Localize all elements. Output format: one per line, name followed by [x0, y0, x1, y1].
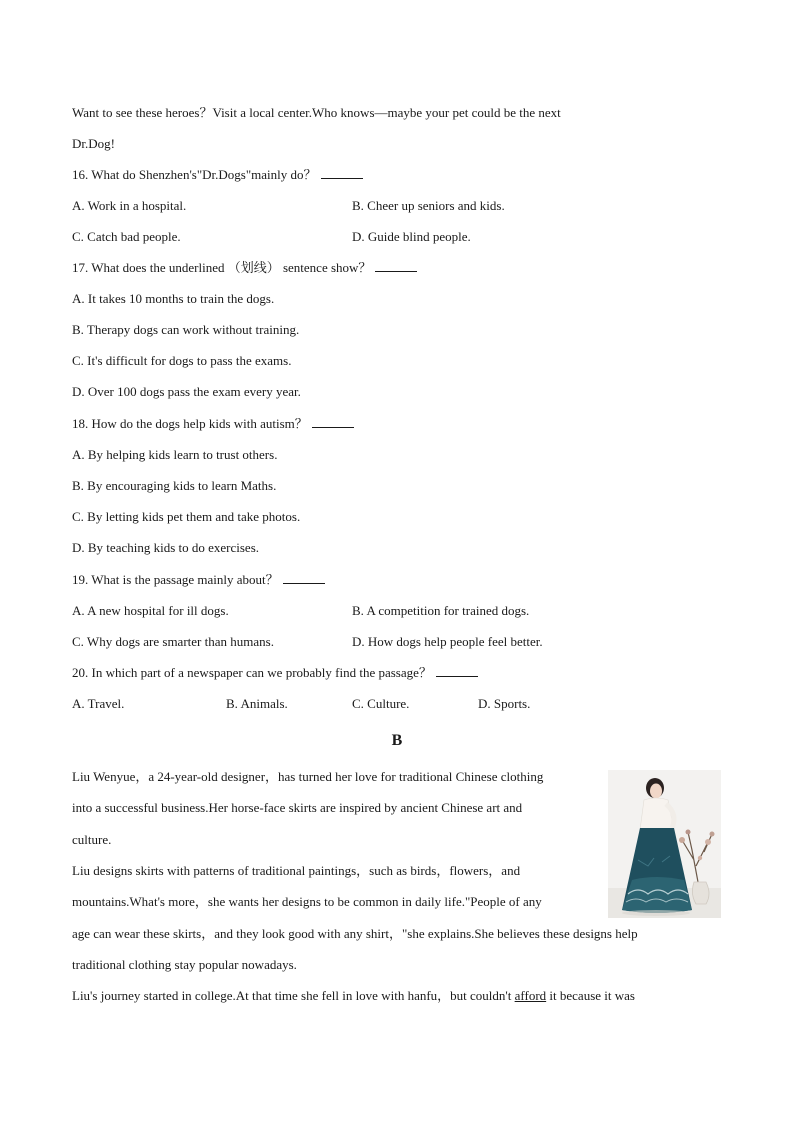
q20-option-a: A. Travel.	[72, 696, 125, 711]
passage-line: into a successful business.Her horse-face skirts are inspired by ancient Chinese art and	[72, 800, 523, 815]
passage-line: traditional clothing stay popular nowadays.	[72, 957, 297, 972]
passage-line: culture.	[72, 832, 112, 847]
underlined-word: afford	[514, 988, 547, 1003]
q16-option-c: C. Catch bad people.	[72, 229, 181, 244]
answer-blank[interactable]	[321, 167, 363, 179]
woman-in-hanfu-illustration	[608, 770, 721, 918]
answer-blank[interactable]	[375, 260, 417, 272]
q18-option-a: A. By helping kids learn to trust others.	[72, 447, 278, 462]
q17-option-b: B. Therapy dogs can work without training.	[72, 322, 300, 337]
intro-line-2: Dr.Dog!	[72, 136, 115, 151]
q19-option-c: C. Why dogs are smarter than humans.	[72, 634, 274, 649]
q20-option-c: C. Culture.	[352, 696, 410, 711]
answer-blank[interactable]	[436, 665, 478, 677]
q19-option-d: D. How dogs help people feel better.	[352, 634, 543, 649]
q17-option-a: A. It takes 10 months to train the dogs.	[72, 291, 275, 306]
question-19-stem: 19. What is the passage mainly about？	[72, 572, 325, 588]
q17-option-d: D. Over 100 dogs pass the exam every year.	[72, 384, 301, 399]
q19-option-a: A. A new hospital for ill dogs.	[72, 603, 229, 618]
answer-blank[interactable]	[283, 572, 325, 584]
q17-option-c: C. It's difficult for dogs to pass the exams.	[72, 353, 292, 368]
intro-line-1: Want to see these heroes？Visit a local center.Who knows—maybe your pet could be the next	[72, 105, 561, 120]
q19-option-b: B. A competition for trained dogs.	[352, 603, 530, 618]
q16-option-b: B. Cheer up seniors and kids.	[352, 198, 505, 213]
passage-line: Liu's journey started in college.At that time she fell in love with hanfu，but couldn't afford it because it was	[72, 988, 635, 1003]
q18-option-c: C. By letting kids pet them and take photos.	[72, 509, 301, 524]
q18-option-b: B. By encouraging kids to learn Maths.	[72, 478, 277, 493]
q20-option-b: B. Animals.	[226, 696, 288, 711]
q16-option-d: D. Guide blind people.	[352, 229, 471, 244]
passage-line: mountains.What's more，she wants her designs to be common in daily life."People of any	[72, 894, 542, 909]
question-16-stem: 16. What do Shenzhen's"Dr.Dogs"mainly do？	[72, 167, 363, 183]
question-20-stem: 20. In which part of a newspaper can we probably find the passage？	[72, 665, 478, 681]
question-17-stem: 17. What does the underlined （划线） sentence show？	[72, 260, 417, 276]
passage-line: Liu designs skirts with patterns of traditional paintings，such as birds，flowers，and	[72, 863, 521, 878]
passage-line: age can wear these skirts，and they look good with any shirt，"she explains.She believes these designs help	[72, 926, 638, 941]
section-heading: B	[391, 732, 403, 749]
q16-option-a: A. Work in a hospital.	[72, 198, 187, 213]
q20-option-d: D. Sports.	[478, 696, 531, 711]
question-18-stem: 18. How do the dogs help kids with autism？	[72, 416, 354, 432]
q18-option-d: D. By teaching kids to do exercises.	[72, 540, 260, 555]
designer-photo	[608, 770, 721, 918]
passage-line: Liu Wenyue，a 24-year-old designer，has turned her love for traditional Chinese clothing	[72, 769, 544, 784]
answer-blank[interactable]	[312, 416, 354, 428]
